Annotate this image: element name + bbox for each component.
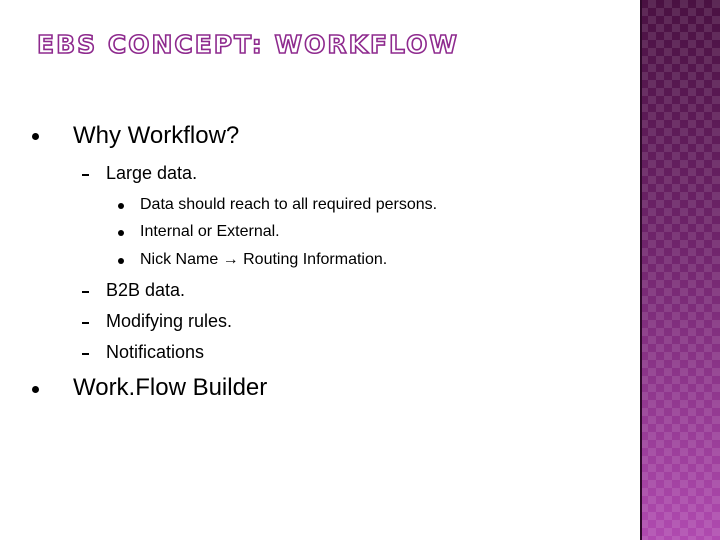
bullet-workflow-builder: Work.Flow Builder — [73, 374, 268, 401]
small-dot-icon — [118, 230, 124, 236]
small-dot-icon — [118, 203, 124, 209]
dash-bullet-icon — [82, 174, 89, 176]
bullet-why-workflow: Why Workflow? — [73, 122, 240, 149]
decorative-side-band — [640, 0, 720, 540]
side-band-edge — [640, 0, 642, 540]
detail-nick-name-routing: Nick Name → Routing Information. — [140, 251, 388, 268]
dash-bullet-icon — [82, 291, 89, 293]
sub-bullet-b2b-data: B2B data. — [106, 280, 186, 300]
bullet-dot-icon — [32, 386, 39, 393]
slide-title: EBS CONCEPT: WORKFLOW — [37, 30, 459, 59]
detail-data-reach: Data should reach to all required persons. — [140, 196, 438, 213]
bullet-dot-icon — [32, 133, 39, 140]
detail-internal-external: Internal or External. — [140, 223, 280, 240]
dash-bullet-icon — [82, 322, 89, 324]
dash-bullet-icon — [82, 353, 89, 355]
small-dot-icon — [118, 258, 124, 264]
sub-bullet-large-data: Large data. — [106, 163, 198, 183]
sub-bullet-notifications: Notifications — [106, 342, 205, 362]
sub-bullet-modifying-rules: Modifying rules. — [106, 311, 233, 331]
